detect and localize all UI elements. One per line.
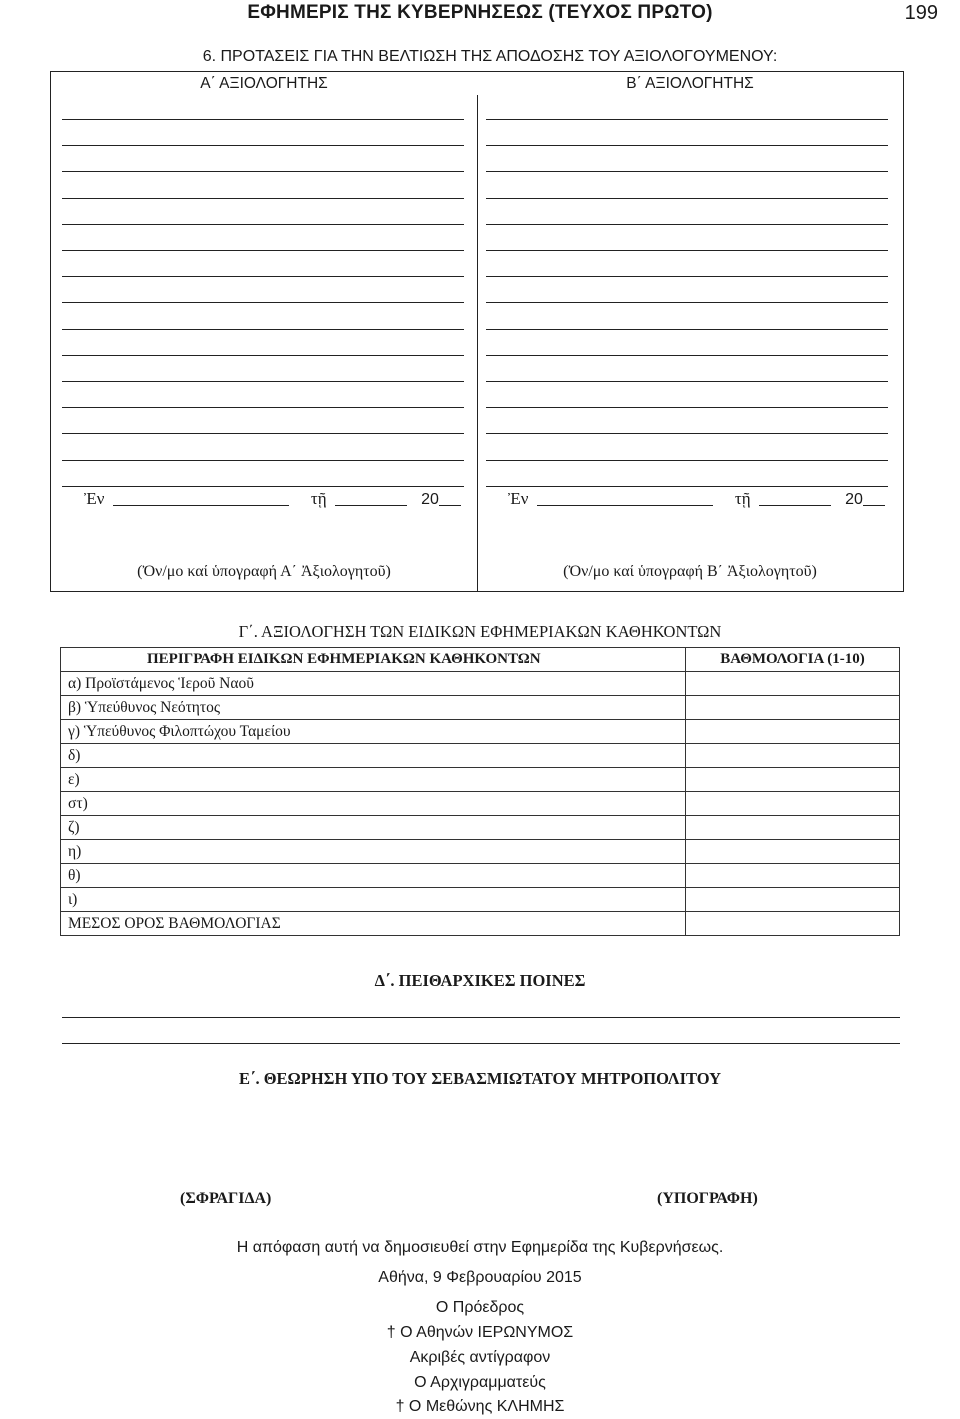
- evaluator-b-writing-line[interactable]: [486, 250, 888, 251]
- duty-row: [61, 696, 900, 720]
- duty-description: ζ): [61, 816, 686, 840]
- duty-description: ε): [61, 768, 686, 792]
- president-title: Ο Πρόεδρος: [435, 1299, 525, 1316]
- evaluator-a-writing-line[interactable]: [62, 302, 464, 303]
- year-prefix: 20: [845, 491, 863, 508]
- ti-label: τῇ: [734, 489, 751, 508]
- evaluator-a-date-line: [84, 489, 461, 509]
- duty-row: [61, 888, 900, 912]
- evaluator-b-writing-line[interactable]: [486, 224, 888, 225]
- section-6-column-divider: [477, 95, 478, 592]
- year-blank[interactable]: [439, 505, 461, 506]
- evaluator-b-signature-caption: (Ὀν/μο καί ὑπογραφή Β΄ Ἀξιολογητοῦ): [563, 563, 817, 580]
- duty-description: στ): [61, 792, 686, 816]
- evaluator-a-writing-line[interactable]: [62, 329, 464, 330]
- evaluator-a-writing-line[interactable]: [62, 250, 464, 251]
- duty-score-cell[interactable]: [686, 912, 900, 936]
- evaluator-a-writing-line[interactable]: [62, 171, 464, 172]
- duty-row: [61, 816, 900, 840]
- duty-score-cell[interactable]: [686, 768, 900, 792]
- evaluator-a-writing-line[interactable]: [62, 407, 464, 408]
- place-blank[interactable]: [537, 505, 713, 506]
- evaluator-b-writing-line[interactable]: [486, 460, 888, 461]
- duty-row: [61, 792, 900, 816]
- secretary-title: Ο Αρχιγραμματεύς: [414, 1374, 546, 1391]
- evaluator-b-writing-line[interactable]: [486, 171, 888, 172]
- gazette-header-title: ΕΦΗΜΕΡΙΣ ΤΗΣ ΚΥΒΕΡΝΗΣΕΩΣ (ΤΕΥΧΟΣ ΠΡΩΤΟ): [247, 2, 713, 23]
- en-label: Ἐν: [84, 489, 105, 508]
- duty-score-cell[interactable]: [686, 672, 900, 696]
- certified-copy-note: Ακριβές αντίγραφον: [409, 1349, 551, 1366]
- evaluator-b-writing-line[interactable]: [486, 486, 888, 487]
- ti-label: τῇ: [310, 489, 327, 508]
- evaluator-a-writing-line[interactable]: [62, 224, 464, 225]
- duty-row: [61, 744, 900, 768]
- publication-order: Η απόφαση αυτή να δημοσιευθεί στην Εφημερίδα της Κυβερνήσεως.: [236, 1239, 724, 1256]
- score-column-header: ΒΑΘΜΟΛΟΓΙΑ (1-10): [686, 648, 900, 672]
- penalties-line-2[interactable]: [62, 1043, 900, 1044]
- evaluator-b-date-line: [508, 489, 885, 509]
- evaluator-a-writing-line[interactable]: [62, 486, 464, 487]
- duty-description: ι): [61, 888, 686, 912]
- place-blank[interactable]: [113, 505, 289, 506]
- duty-description: δ): [61, 744, 686, 768]
- duty-score-cell[interactable]: [686, 864, 900, 888]
- evaluator-a-writing-line[interactable]: [62, 276, 464, 277]
- place-and-date: Αθήνα, 9 Φεβρουαρίου 2015: [378, 1269, 582, 1286]
- president-name: † Ο Αθηνών ΙΕΡΩΝΥΜΟΣ: [386, 1324, 574, 1341]
- seal-placeholder: (ΣΦΡΑΓΙΔΑ): [180, 1190, 272, 1207]
- duties-table: [60, 647, 900, 936]
- evaluator-b-writing-line[interactable]: [486, 302, 888, 303]
- duty-description: α) Προϊστάμενος Ἱεροῦ Ναοῦ: [61, 672, 686, 696]
- duty-score-cell[interactable]: [686, 744, 900, 768]
- section-e-title: Ε΄. ΘΕΩΡΗΣΗ ΥΠΟ ΤΟΥ ΣΕΒΑΣΜΙΩΤΑΤΟΥ ΜΗΤΡΟΠΟΛΙΤΟΥ: [238, 1069, 722, 1088]
- duty-description: γ) Ὑπεύθυνος Φιλοπτώχου Ταμείου: [61, 720, 686, 744]
- duties-table-header-row: [61, 648, 900, 672]
- duty-description: η): [61, 840, 686, 864]
- evaluator-a-writing-line[interactable]: [62, 381, 464, 382]
- duty-row: [61, 768, 900, 792]
- duty-score-cell[interactable]: [686, 792, 900, 816]
- page-number: 199: [904, 2, 938, 24]
- evaluator-a-writing-line[interactable]: [62, 355, 464, 356]
- evaluator-b-writing-line[interactable]: [486, 198, 888, 199]
- duty-description: ΜΕΣΟΣ ΟΡΟΣ ΒΑΘΜΟΛΟΓΙΑΣ: [61, 912, 686, 936]
- evaluator-b-writing-line[interactable]: [486, 276, 888, 277]
- duty-row: [61, 840, 900, 864]
- evaluator-a-heading: Α΄ ΑΞΙΟΛΟΓΗΤΗΣ: [200, 75, 328, 92]
- en-label: Ἐν: [508, 489, 529, 508]
- evaluator-b-writing-line[interactable]: [486, 145, 888, 146]
- penalties-line-1[interactable]: [62, 1017, 900, 1018]
- evaluator-b-writing-line[interactable]: [486, 381, 888, 382]
- section-d-title: Δ΄. ΠΕΙΘΑΡΧΙΚΕΣ ΠΟΙΝΕΣ: [374, 971, 586, 990]
- evaluator-a-signature-caption: (Ὀν/μο καί ὑπογραφή Α΄ Ἀξιολογητοῦ): [137, 563, 391, 580]
- section-g-title: Γ΄. ΑΞΙΟΛΟΓΗΣΗ ΤΩΝ ΕΙΔΙΚΩΝ ΕΦΗΜΕΡΙΑΚΩΝ ΚΑΘΗΚΟΝΤΩΝ: [238, 622, 722, 641]
- evaluator-b-writing-line[interactable]: [486, 119, 888, 120]
- evaluator-a-writing-line[interactable]: [62, 145, 464, 146]
- duty-score-cell[interactable]: [686, 816, 900, 840]
- description-column-header: ΠΕΡΙΓΡΑΦΗ ΕΙΔΙΚΩΝ ΕΦΗΜΕΡΙΑΚΩΝ ΚΑΘΗΚΟΝΤΩΝ: [61, 648, 686, 672]
- day-blank[interactable]: [759, 505, 831, 506]
- evaluator-a-writing-line[interactable]: [62, 433, 464, 434]
- duty-row: [61, 672, 900, 696]
- evaluator-b-writing-line[interactable]: [486, 355, 888, 356]
- day-blank[interactable]: [335, 505, 407, 506]
- duty-description: β) Ὑπεύθυνος Νεότητος: [61, 696, 686, 720]
- duty-score-cell[interactable]: [686, 888, 900, 912]
- evaluator-a-writing-line[interactable]: [62, 460, 464, 461]
- duty-row: [61, 912, 900, 936]
- section-6-title: 6. ΠΡΟΤΑΣΕΙΣ ΓΙΑ ΤΗΝ ΒΕΛΤΙΩΣΗ ΤΗΣ ΑΠΟΔΟΣΗΣ ΤΟΥ ΑΞΙΟΛΟΓΟΥΜΕΝΟΥ:: [202, 48, 778, 65]
- duty-score-cell[interactable]: [686, 720, 900, 744]
- duty-score-cell[interactable]: [686, 840, 900, 864]
- evaluator-b-writing-line[interactable]: [486, 329, 888, 330]
- year-blank[interactable]: [863, 505, 885, 506]
- duty-score-cell[interactable]: [686, 696, 900, 720]
- signature-placeholder: (ΥΠΟΓΡΑΦΗ): [657, 1190, 758, 1207]
- secretary-name: † Ο Μεθώνης ΚΛΗΜΗΣ: [395, 1398, 565, 1415]
- duty-row: [61, 864, 900, 888]
- duty-description: θ): [61, 864, 686, 888]
- evaluator-a-writing-line[interactable]: [62, 198, 464, 199]
- evaluator-b-writing-line[interactable]: [486, 433, 888, 434]
- evaluator-b-heading: Β΄ ΑΞΙΟΛΟΓΗΤΗΣ: [626, 75, 754, 92]
- evaluator-a-writing-line[interactable]: [62, 119, 464, 120]
- evaluator-b-writing-line[interactable]: [486, 407, 888, 408]
- year-prefix: 20: [421, 491, 439, 508]
- duty-row: [61, 720, 900, 744]
